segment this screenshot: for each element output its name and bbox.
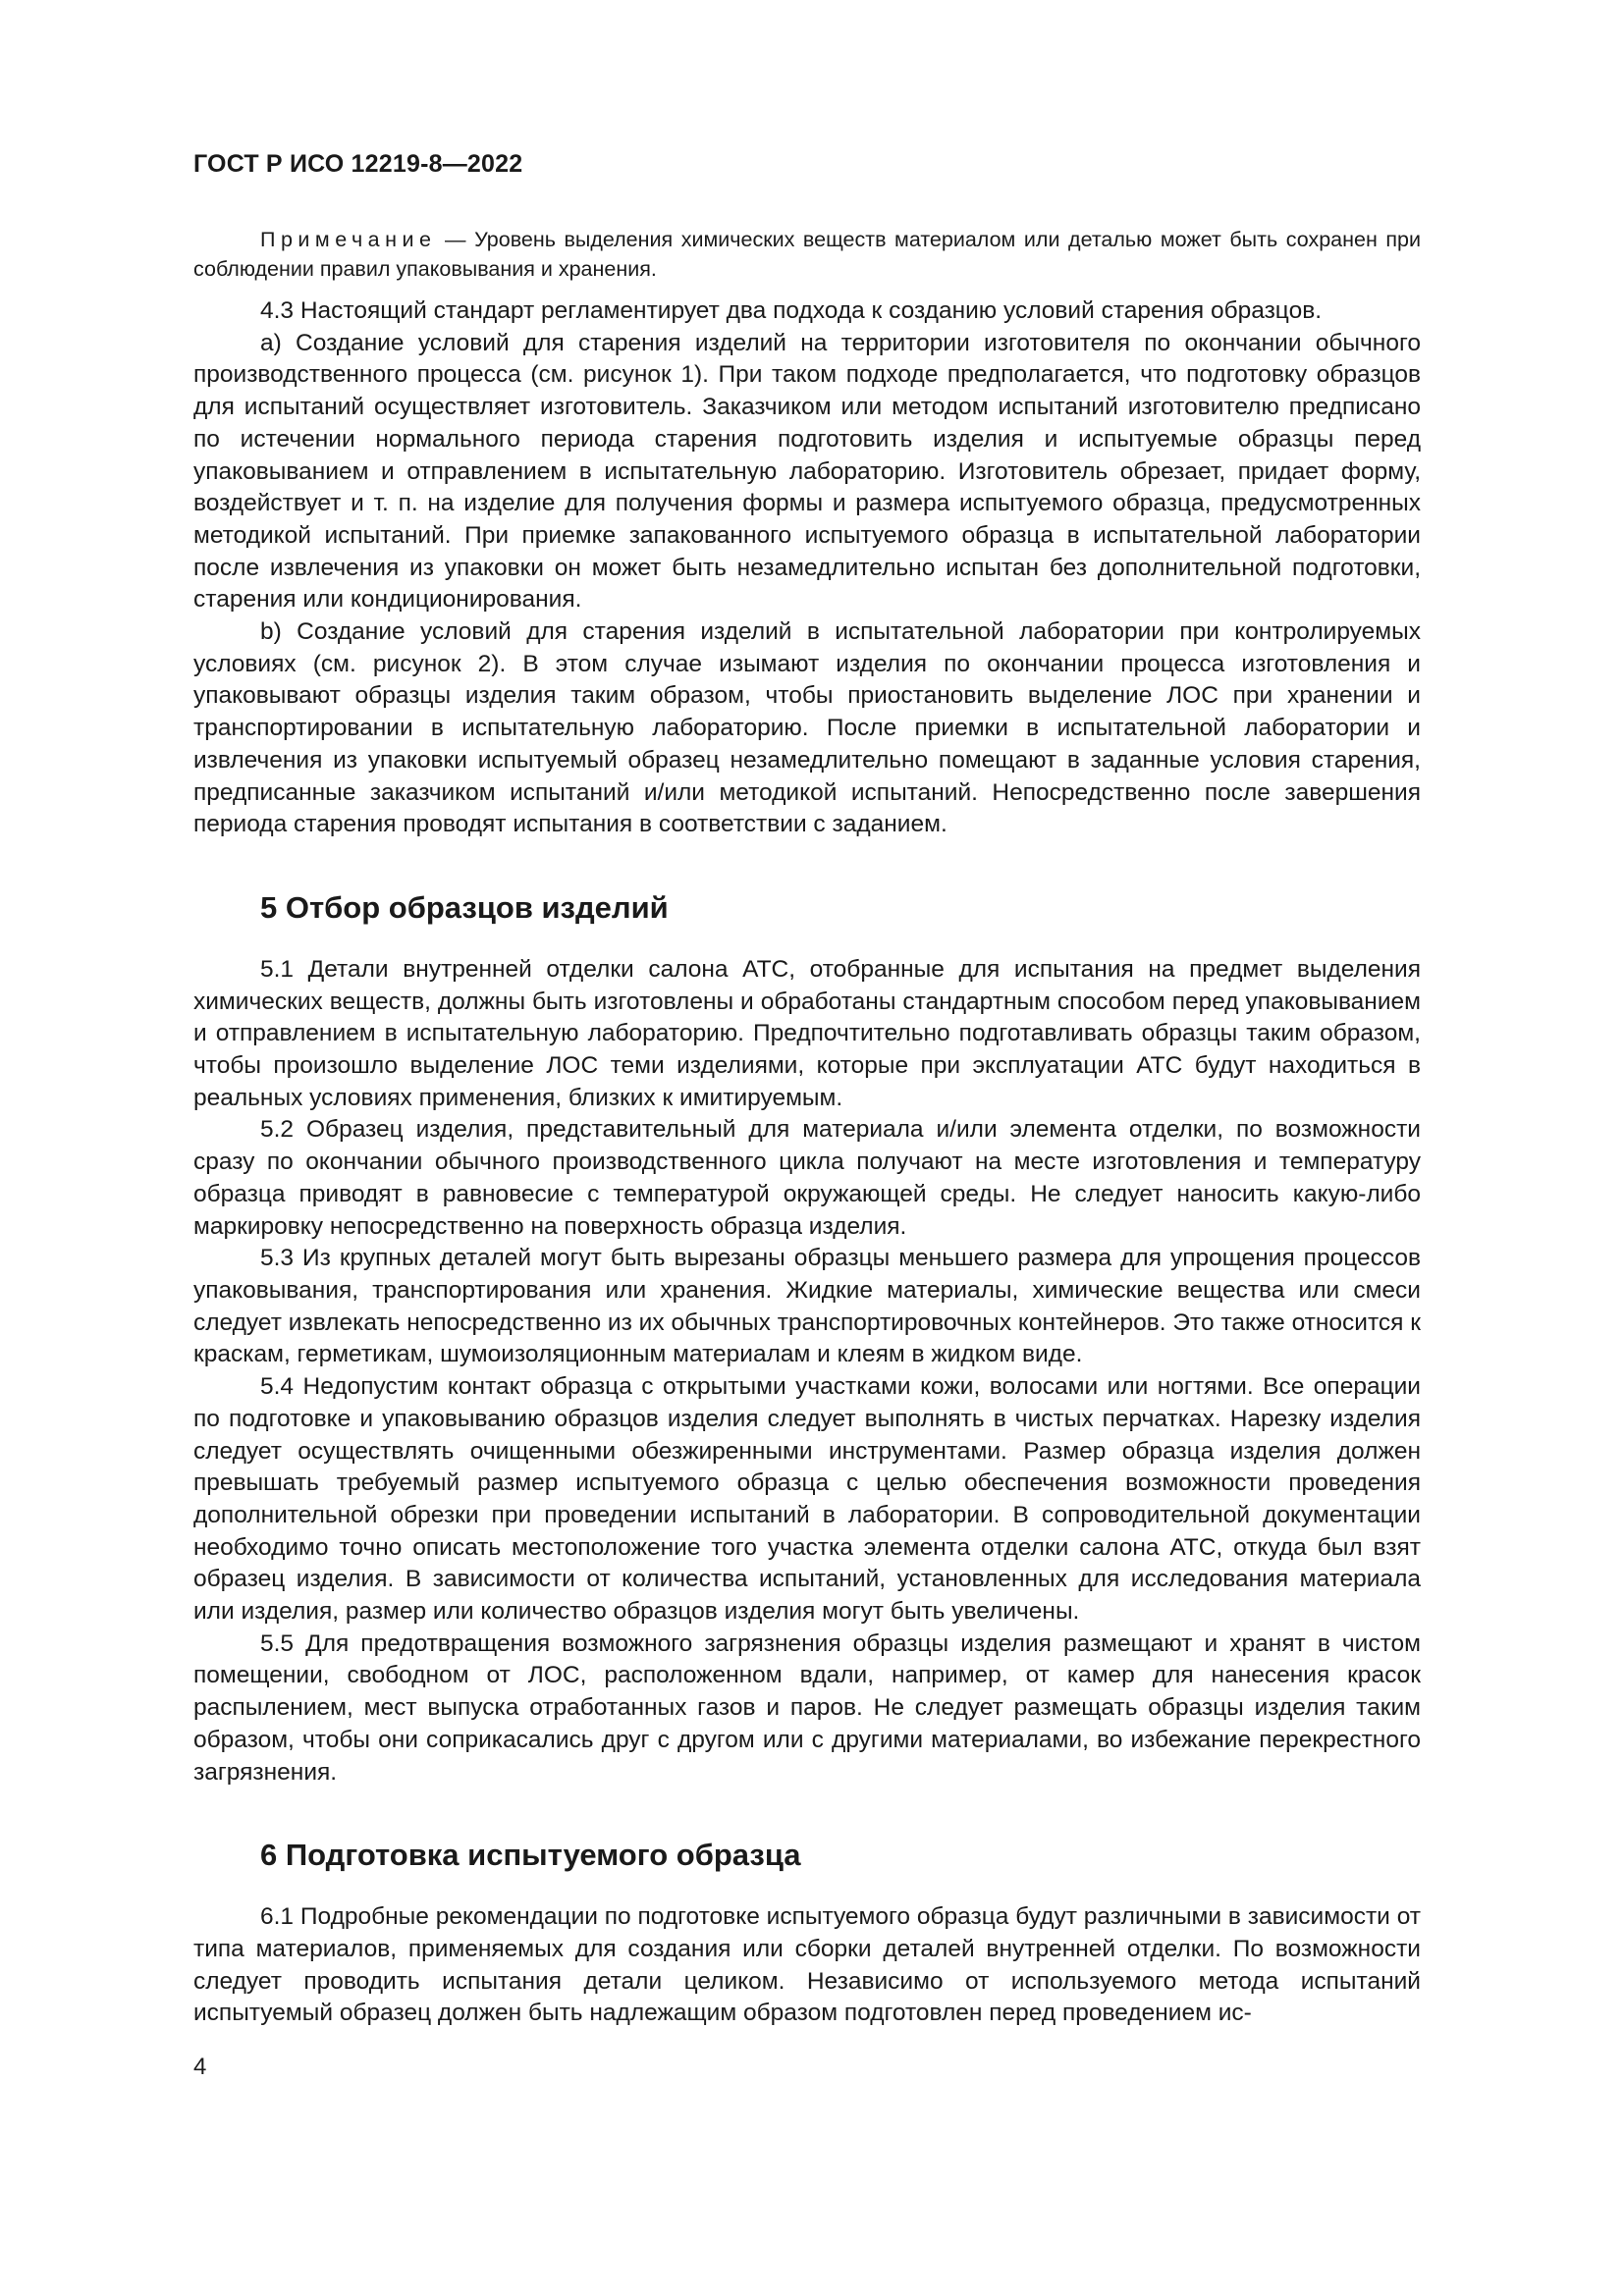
paragraph-5-3: 5.3 Из крупных деталей могут быть вырезаны образцы меньшего размера для упрощения процессов упаковывания, транспортирования или хранения. Жидкие материалы, химические вещества или смеси следует извлекать непосредственно из их обычных транспортировочных контейнеров. Это также относится к краскам, герметикам, шумоизоляционным материалам и клеям в жидком виде. — [193, 1245, 1421, 1368]
paragraph-5-1: 5.1 Детали внутренней отделки салона АТС, отобранные для испытания на предмет выделения химических веществ, должны быть изготовлены и обработаны стандартным способом перед упаковыванием и отправлением в испытательную лабораторию. Предпочтительно подготавливать образцы таким образом, чтобы произошло выделение ЛОС теми изделиями, которые при эксплуатации АТС будут находиться в реальных условиях применения, близких к имитируемым. — [193, 955, 1421, 1111]
paragraph-6-1: 6.1 Подробные рекомендации по подготовке испытуемого образца будут различными в зависимости от типа материалов, применяемых для создания или сборки деталей внутренней отделки. По возможности следует проводить испытания детали целиком. Независимо от используемого метода испытаний испытуемый образец должен быть надлежащим образом подготовлен перед проведением ис- — [193, 1903, 1421, 2027]
section-6-heading: 6 Подготовка испытуемого образца — [260, 1838, 801, 1873]
note-dash: — — [436, 228, 475, 251]
section-5-heading: 5 Отбор образцов изделий — [260, 889, 669, 925]
note-label: Примечание — [260, 228, 437, 251]
paragraph-5-2: 5.2 Образец изделия, представительный для материала и/или элемента отделки, по возможности сразу по окончании обычного производственного цикла получают на месте изготовления и температуру образца приводят в равновесие с температурой окружающей среды. Не следует наносить какую-либо маркировку непосредственно на поверхность образца изделия. — [193, 1116, 1421, 1240]
paragraph-4-3-b: b) Создание условий для старения изделий в испытательной лаборатории при контролируемых условиях (см. рисунок 2). В этом случае изымают изделия по окончании процесса изготовления и упаковывают образцы изделия таким образом, чтобы приостановить выделение ЛОС при хранении и транспортировании в испытательную лабораторию. После приемки в испытательной лаборатории и извлечения из упаковки испытуемый образец незамедлительно помещают в заданные условия старения, предписанные заказчиком испытаний и/или методикой испытаний. Непосредственно после завершения периода старения проводят испытания в соответствии с заданием. — [193, 618, 1421, 838]
paragraph-5-4: 5.4 Недопустим контакт образца с открытыми участками кожи, волосами или ногтями. Все операции по подготовке и упаковыванию образцов изделия следует выполнять в чистых перчатках. Нарезку изделия следует осуществлять очищенными обезжиренными инструментами. Размер образца изделия должен превышать требуемый размер испытуемого образца с целью обеспечения возможности проведения дополнительной обрезки при проведении испытаний в лаборатории. В сопроводительной документации необходимо точно описать местоположение того участка элемента отделки салона АТС, откуда был взят образец изделия. В зависимости от количества испытаний, установленных для исследования материала или изделия, размер или количество образцов изделия могут быть увеличены. — [193, 1373, 1421, 1626]
note-paragraph — [193, 225, 1421, 284]
paragraph-5-5: 5.5 Для предотвращения возможного загрязнения образцы изделия размещают и хранят в чистом помещении, свободном от ЛОС, расположенном вдали, например, от камер для нанесения красок распылением, мест выпуска отработанных газов и паров. Не следует размещать образцы изделия таким образом, чтобы они соприкасались друг с другом или с другими материалами, во избежание перекрестного загрязнения. — [193, 1629, 1421, 1786]
running-header-standard-id: ГОСТ Р ИСО 12219-8—2022 — [193, 150, 523, 178]
paragraph-4-3: 4.3 Настоящий стандарт регламентирует два подхода к созданию условий старения образцов. — [260, 297, 1323, 324]
document-body — [193, 225, 1421, 2030]
page-number: 4 — [193, 2054, 207, 2080]
paragraph-4-3-a: a) Создание условий для старения изделий на территории изготовителя по окончании обычного производственного процесса (см. рисунок 1). При таком подходе предполагается, что подготовку образцов для испытаний осуществляет изготовитель. Заказчиком или методом испытаний изготовителю предписано по истечении нормального периода старения подготовить изделия и испытуемые образцы перед упаковыванием и отправлением в испытательную лабораторию. Изготовитель обрезает, придает форму, воздействует и т. п. на изделие для получения формы и размера испытуемого образца, предусмотренных методикой испытаний. При приемке запакованного испытуемого образца в испытательной лаборатории после извлечения из упаковки он может быть незамедлительно испытан без дополнительной подготовки, старения или кондиционирования. — [193, 329, 1421, 614]
note-text: Уровень выделения химических веществ материалом или деталью может быть сохранен при соблюдении правил упаковывания и хранения. — [193, 228, 1421, 281]
